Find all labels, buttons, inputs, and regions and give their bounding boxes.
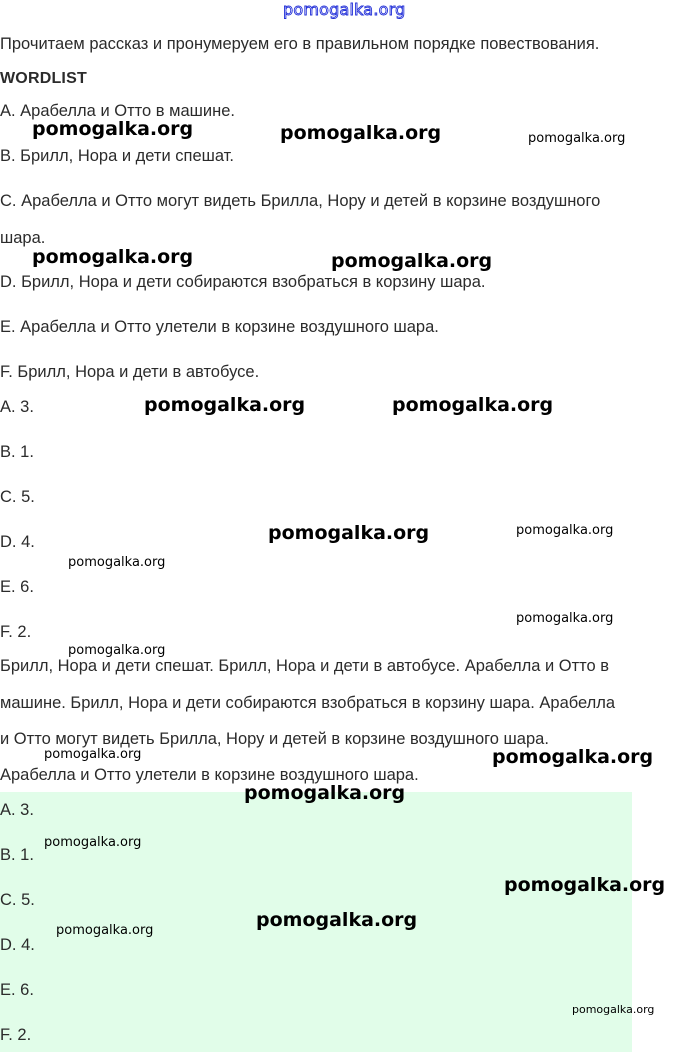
watermark: pomogalka.org: [56, 923, 154, 938]
watermark: pomogalka.org: [492, 746, 654, 768]
story-line-4: Арабелла и Отто улетели в корзине воздушного шара.: [0, 766, 419, 784]
intro-text: Прочитаем рассказ и пронумеруем его в правильном порядке повествования.: [0, 35, 600, 53]
final-answer-c: C. 5.: [0, 891, 35, 909]
answer-e: E. 6.: [0, 578, 34, 596]
watermark: pomogalka.org: [244, 782, 406, 804]
watermark: pomogalka.org: [32, 246, 194, 268]
watermark: pomogalka.org: [392, 394, 554, 416]
statement-f: F. Брилл, Нора и дети в автобусе.: [0, 363, 260, 381]
watermark: pomogalka.org: [68, 555, 166, 570]
statement-d: D. Брилл, Нора и дети собираются взобраться в корзину шара.: [0, 273, 486, 291]
watermark: pomogalka.org: [144, 394, 306, 416]
watermark: pomogalka.org: [68, 643, 166, 658]
wordlist-heading: WORDLIST: [0, 70, 87, 87]
watermark: pomogalka.org: [32, 118, 194, 140]
answer-d: D. 4.: [0, 533, 35, 551]
story-line-3: и Отто могут видеть Брилла, Нору и детей в корзине воздушного шара.: [0, 730, 549, 748]
final-answer-a: A. 3.: [0, 801, 34, 819]
watermark: pomogalka.org: [572, 1003, 655, 1016]
watermark: pomogalka.org: [516, 611, 614, 626]
story-line-2: машине. Брилл, Нора и дети собираются взобраться в корзину шара. Арабелла: [0, 694, 616, 712]
statement-a: A. Арабелла и Отто в машине.: [0, 102, 235, 120]
watermark: pomogalka.org: [44, 747, 142, 762]
watermark: pomogalka.org: [44, 835, 142, 850]
story-line-1: Брилл, Нора и дети спешат. Брилл, Нора и дети в автобусе. Арабелла и Отто в: [0, 657, 610, 675]
watermark: pomogalka.org: [268, 522, 430, 544]
answer-b: B. 1.: [0, 443, 34, 461]
watermark: pomogalka.org: [516, 523, 614, 538]
answer-a: A. 3.: [0, 398, 34, 416]
statement-c: C. Арабелла и Отто могут видеть Брилла, Нору и детей в корзине воздушного: [0, 192, 601, 210]
watermark: pomogalka.org: [331, 250, 493, 272]
site-header-link[interactable]: pomogalka.org: [283, 0, 406, 19]
statement-e: E. Арабелла и Отто улетели в корзине воздушного шара.: [0, 318, 439, 336]
watermark: pomogalka.org: [256, 909, 418, 931]
watermark: pomogalka.org: [504, 874, 666, 896]
answer-c: C. 5.: [0, 488, 35, 506]
final-answer-e: E. 6.: [0, 981, 34, 999]
watermark: pomogalka.org: [280, 122, 442, 144]
final-answer-d: D. 4.: [0, 936, 35, 954]
answer-f: F. 2.: [0, 623, 32, 641]
final-answer-b: B. 1.: [0, 846, 34, 864]
final-answer-f: F. 2.: [0, 1026, 32, 1044]
statement-b: B. Брилл, Нора и дети спешат.: [0, 147, 234, 165]
statement-c-continued: шара.: [0, 229, 46, 247]
watermark: pomogalka.org: [528, 131, 626, 146]
